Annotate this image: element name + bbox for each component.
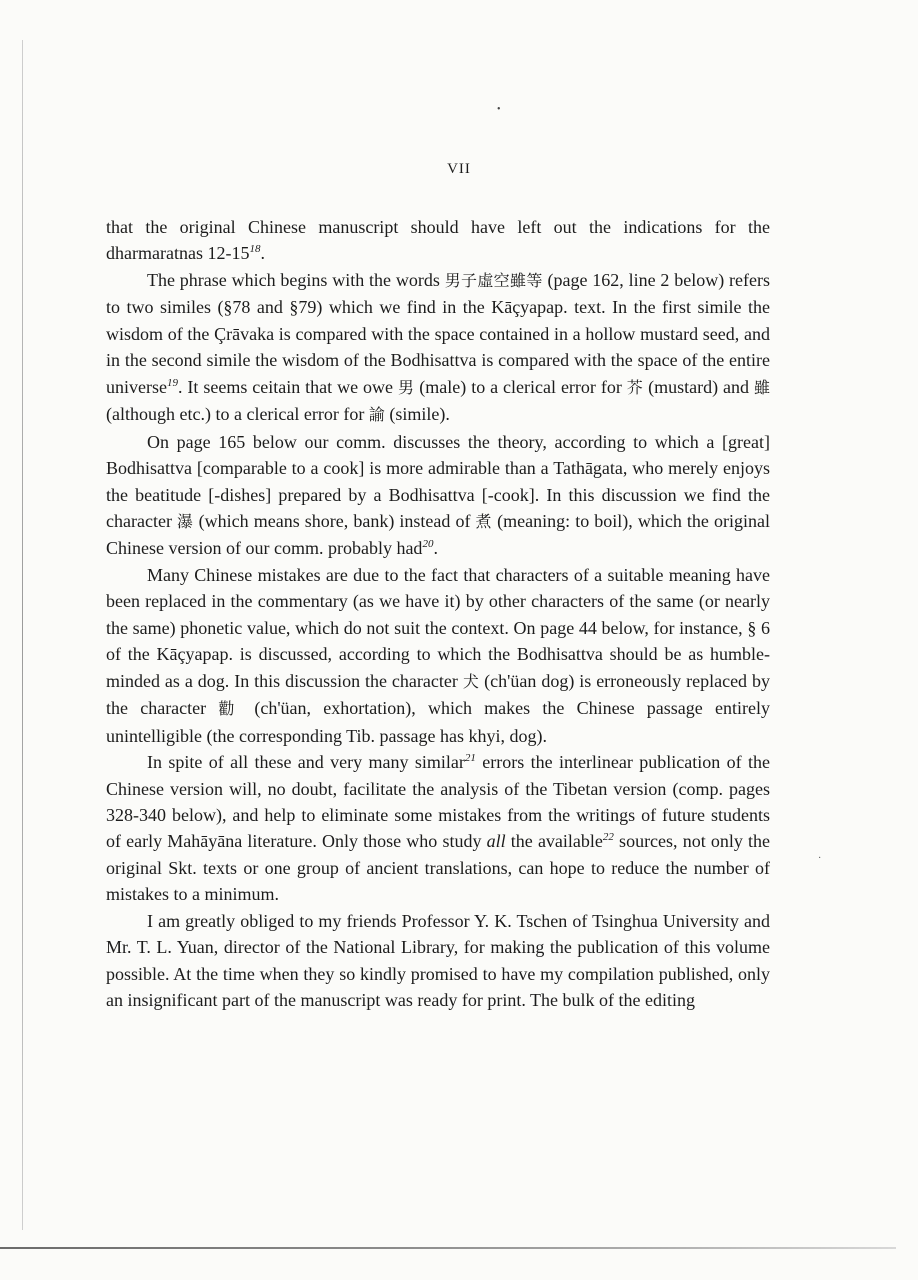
text-run: sources, not only the original Skt. texts or one group of ancient translations, can hope to reduce the number of mistakes to a minimum. bbox=[106, 831, 770, 905]
footnote-ref: 22 bbox=[602, 831, 614, 844]
text-run: . It seems ceitain that we owe bbox=[177, 376, 398, 397]
text-run: In spite of all these and very many similar bbox=[147, 752, 465, 773]
footnote-ref: 18 bbox=[249, 243, 261, 256]
text-run: (page 162, line 2 below) refers to two similes (§78 and §79) which we find in the Kāçyapap. text. In the first simile the wisdom of the Çrāvaka is compared with the space contained in a hollow mustard seed, and in the second simile the wisdom of the Bodhisattva is compared with the space of the entire universe bbox=[106, 269, 770, 397]
chinese-characters: 犬 bbox=[462, 671, 480, 691]
text-run: On page 165 below our comm. discusses the theory, according to which a [great] Bodhisattva [comparable to a cook] is more admirable than a Tathāgata, who merely enjoys the beatitude [-dishes] prepared by a Bodhisattva [-cook]. In this discussion we find the character bbox=[106, 431, 770, 531]
chinese-characters: 雖 bbox=[753, 377, 770, 397]
chinese-characters: 勸 bbox=[218, 699, 243, 719]
footnote-ref: 19 bbox=[166, 376, 178, 389]
emphasis: all bbox=[486, 831, 506, 852]
chinese-characters: 瀑 bbox=[177, 511, 194, 531]
text-run: (although etc.) to a clerical error for bbox=[106, 404, 369, 425]
text-run: (male) to a clerical error for bbox=[414, 376, 627, 397]
text-run: (which means shore, bank) instead of bbox=[193, 510, 476, 531]
text-run: Many Chinese mistakes are due to the fact that characters of a suitable meaning have been replaced in the commentary (as we have it) by other characters of the same (or nearly the same) phonetic value, which do not suit the context. On page 44 below, for instance, § 6 of the Kāçyapap. is discussed, according to which the Bodhisattva should be as humble-minded as a dog. In this discussion the character bbox=[106, 564, 770, 691]
text-run: (simile). bbox=[384, 404, 450, 425]
paragraph bbox=[106, 908, 770, 1014]
paragraph bbox=[106, 562, 770, 749]
text-run: (ch'üan, exhortation), which makes the Chinese passage entirely unintelligible (the corresponding Tib. passage has khyi, dog). bbox=[106, 698, 770, 746]
page-number: VII bbox=[447, 161, 471, 177]
footnote-ref: 20 bbox=[422, 538, 434, 551]
text-run: (meaning: to boil), which the original Chinese version of our comm. probably had bbox=[106, 510, 770, 559]
chinese-characters: 煮 bbox=[475, 511, 493, 531]
chinese-characters: 諭 bbox=[368, 405, 385, 425]
scan-dot: · bbox=[818, 853, 822, 864]
text-run: that the original Chinese manuscript should have left out the indications for the dharmaratnas 12-15 bbox=[106, 217, 770, 264]
text-run: . bbox=[433, 538, 438, 559]
chinese-characters: 芥 bbox=[626, 377, 644, 397]
paragraph bbox=[106, 214, 770, 267]
paragraph bbox=[106, 749, 770, 908]
text-run: (ch'üan dog) is erroneously replaced by the character bbox=[106, 670, 770, 719]
body-text bbox=[106, 214, 770, 1014]
scan-left-edge bbox=[22, 40, 23, 1230]
text-run: the available bbox=[505, 831, 603, 852]
chinese-characters: 男子虛空雖等 bbox=[444, 270, 543, 290]
footnote-ref: 21 bbox=[464, 752, 476, 765]
text-run: (mustard) and bbox=[643, 376, 754, 397]
text-run: . bbox=[260, 243, 265, 264]
text-run: I am greatly obliged to my friends Professor Y. K. Tschen of Tsinghua University and Mr. T. L. Yuan, director of the National Library, for making the publication of this volume possible. At the time when they so kindly promised to have my compilation published, only an insignificant part of the manuscript was ready for print. The bulk of the editing bbox=[106, 910, 770, 1011]
scan-speck: • bbox=[497, 104, 501, 115]
chinese-characters: 男 bbox=[397, 377, 415, 397]
paragraph bbox=[106, 267, 770, 429]
scan-bottom-rule bbox=[0, 1247, 896, 1249]
paragraph bbox=[106, 429, 770, 562]
text-run: errors the interlinear publication of the Chinese version will, no doubt, facilitate the analysis of the Tibetan version (comp. pages 328-340 below), and help to eliminate some mistakes from the writings of future students of early Mahāyāna literature. Only those who study bbox=[106, 752, 770, 852]
text-run: The phrase which begins with the words bbox=[147, 269, 445, 290]
